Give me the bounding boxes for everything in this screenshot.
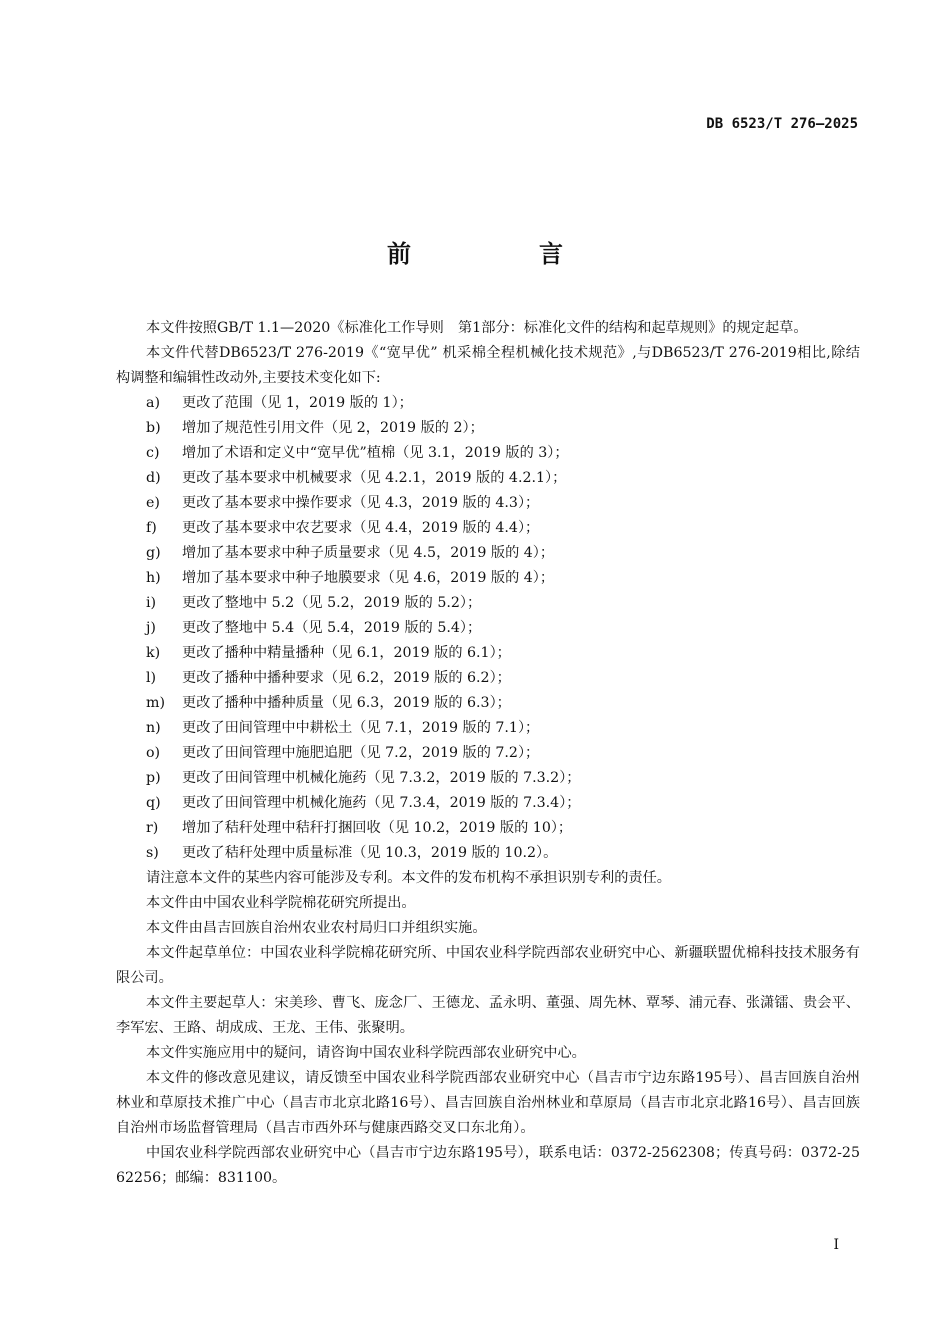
list-item [116, 666, 860, 691]
list-marker: d) [146, 470, 161, 486]
list-item [116, 391, 860, 416]
list-marker: n) [146, 720, 161, 736]
list-item [116, 766, 860, 791]
list-item-text: 更改了田间管理中中耕松土（见 7.1，2019 版的 7.1）； [182, 720, 540, 736]
list-marker: c) [146, 445, 160, 461]
list-marker: b) [146, 420, 161, 436]
list-item-text: 更改了基本要求中机械要求（见 4.2.1，2019 版的 4.2.1）； [182, 470, 567, 486]
list-item [116, 416, 860, 441]
list-marker: m) [146, 695, 165, 711]
list-marker: a) [146, 395, 160, 411]
list-marker: p) [146, 770, 161, 786]
list-item [116, 566, 860, 591]
list-item-text: 更改了田间管理中机械化施药（见 7.3.2，2019 版的 7.3.2）； [182, 770, 581, 786]
page-title: 前 言 [387, 240, 615, 268]
page-number: I [833, 1237, 839, 1253]
list-marker: s) [146, 845, 159, 861]
list-item [116, 841, 860, 866]
list-item [116, 591, 860, 616]
list-item [116, 491, 860, 516]
list-item [116, 516, 860, 541]
contact-info: 中国农业科学院西部农业研究中心（昌吉市宁边东路195号），联系电话：0372-2562308；传真号码：0372-2562256；邮编：831100。 [116, 1145, 860, 1186]
list-item-text: 更改了基本要求中农艺要求（见 4.4，2019 版的 4.4）； [182, 520, 540, 536]
list-marker: q) [146, 795, 161, 811]
list-marker: l) [146, 670, 157, 686]
list-item-text: 更改了范围（见 1，2019 版的 1）； [182, 395, 413, 411]
document-code: DB 6523/T 276—2025 [706, 116, 858, 132]
list-item-text: 更改了播种中精量播种（见 6.1，2019 版的 6.1）； [182, 645, 511, 661]
list-marker: k) [146, 645, 161, 661]
feedback-statement: 本文件的修改意见建议，请反馈至中国农业科学院西部农业研究中心（昌吉市宁边东路195号）、昌吉回族自治州林业和草原技术推广中心（昌吉市北京北路16号）、昌吉回族自治州林业和草原局（昌吉市北京北路16号）、昌吉回族自治州市场监督管理局（昌吉市西外环与健康西路交叉口东北角）。 [116, 1070, 860, 1136]
list-item [116, 816, 860, 841]
list-marker: g) [146, 545, 161, 561]
list-marker: f) [146, 520, 157, 536]
list-item [116, 741, 860, 766]
list-item-text: 更改了播种中播种要求（见 6.2，2019 版的 6.2）； [182, 670, 511, 686]
list-marker: j) [146, 620, 156, 636]
list-item [116, 791, 860, 816]
list-item [116, 641, 860, 666]
list-item-text: 更改了田间管理中机械化施药（见 7.3.4，2019 版的 7.3.4）； [182, 795, 581, 811]
list-item [116, 716, 860, 741]
list-item-text: 更改了整地中 5.4（见 5.4，2019 版的 5.4）； [182, 620, 482, 636]
list-item-text: 更改了秸秆处理中质量标准（见 10.3，2019 版的 10.2）。 [182, 845, 558, 861]
intro-paragraph: 本文件按照GB/T 1.1—2020《标准化工作导则 第1部分：标准化文件的结构和起草规则》的规定起草。 [146, 320, 808, 336]
proposer-statement: 本文件由中国农业科学院棉花研究所提出。 [146, 895, 416, 911]
drafting-units: 本文件起草单位：中国农业科学院棉花研究所、中国农业科学院西部农业研究中心、新疆联盟优棉科技技术服务有限公司。 [116, 945, 860, 986]
document-body [116, 316, 860, 1191]
administration-statement: 本文件由昌吉回族自治州农业农村局归口并组织实施。 [146, 920, 487, 936]
list-item-text: 更改了基本要求中操作要求（见 4.3，2019 版的 4.3）； [182, 495, 540, 511]
patent-notice: 请注意本文件的某些内容可能涉及专利。本文件的发布机构不承担识别专利的责任。 [146, 870, 671, 886]
list-item-text: 增加了基本要求中种子质量要求（见 4.5，2019 版的 4）； [182, 545, 555, 561]
list-marker: r) [146, 820, 159, 836]
list-item-text: 更改了播种中播种质量（见 6.3，2019 版的 6.3）； [182, 695, 511, 711]
list-marker: i) [146, 595, 157, 611]
list-item-text: 增加了基本要求中种子地膜要求（见 4.6，2019 版的 4）； [182, 570, 555, 586]
inquiry-statement: 本文件实施应用中的疑问，请咨询中国农业科学院西部农业研究中心。 [146, 1045, 586, 1061]
list-item-text: 增加了秸秆处理中秸秆打捆回收（见 10.2，2019 版的 10）； [182, 820, 573, 836]
list-item [116, 541, 860, 566]
list-item-text: 更改了田间管理中施肥追肥（见 7.2，2019 版的 7.2）； [182, 745, 540, 761]
changes-list [116, 391, 860, 866]
list-item-text: 增加了规范性引用文件（见 2，2019 版的 2）； [182, 420, 484, 436]
list-item-text: 增加了术语和定义中“宽早优”植棉（见 3.1，2019 版的 3）； [182, 445, 569, 461]
list-item [116, 466, 860, 491]
drafters: 本文件主要起草人：宋美珍、曹飞、庞念厂、王德龙、孟永明、董强、周先林、覃琴、浦元春、张潇镭、贵会平、李军宏、王路、胡成成、王龙、王伟、张聚明。 [116, 995, 860, 1036]
list-item [116, 441, 860, 466]
list-item [116, 616, 860, 641]
list-marker: o) [146, 745, 161, 761]
list-item [116, 691, 860, 716]
list-item-text: 更改了整地中 5.2（见 5.2，2019 版的 5.2）； [182, 595, 482, 611]
intro-paragraph: 本文件代替DB6523/T 276-2019《“宽早优” 机采棉全程机械化技术规范》,与DB6523/T 276-2019相比,除结构调整和编辑性改动外,主要技术变化如下: [116, 345, 860, 386]
list-marker: e) [146, 495, 160, 511]
list-marker: h) [146, 570, 161, 586]
